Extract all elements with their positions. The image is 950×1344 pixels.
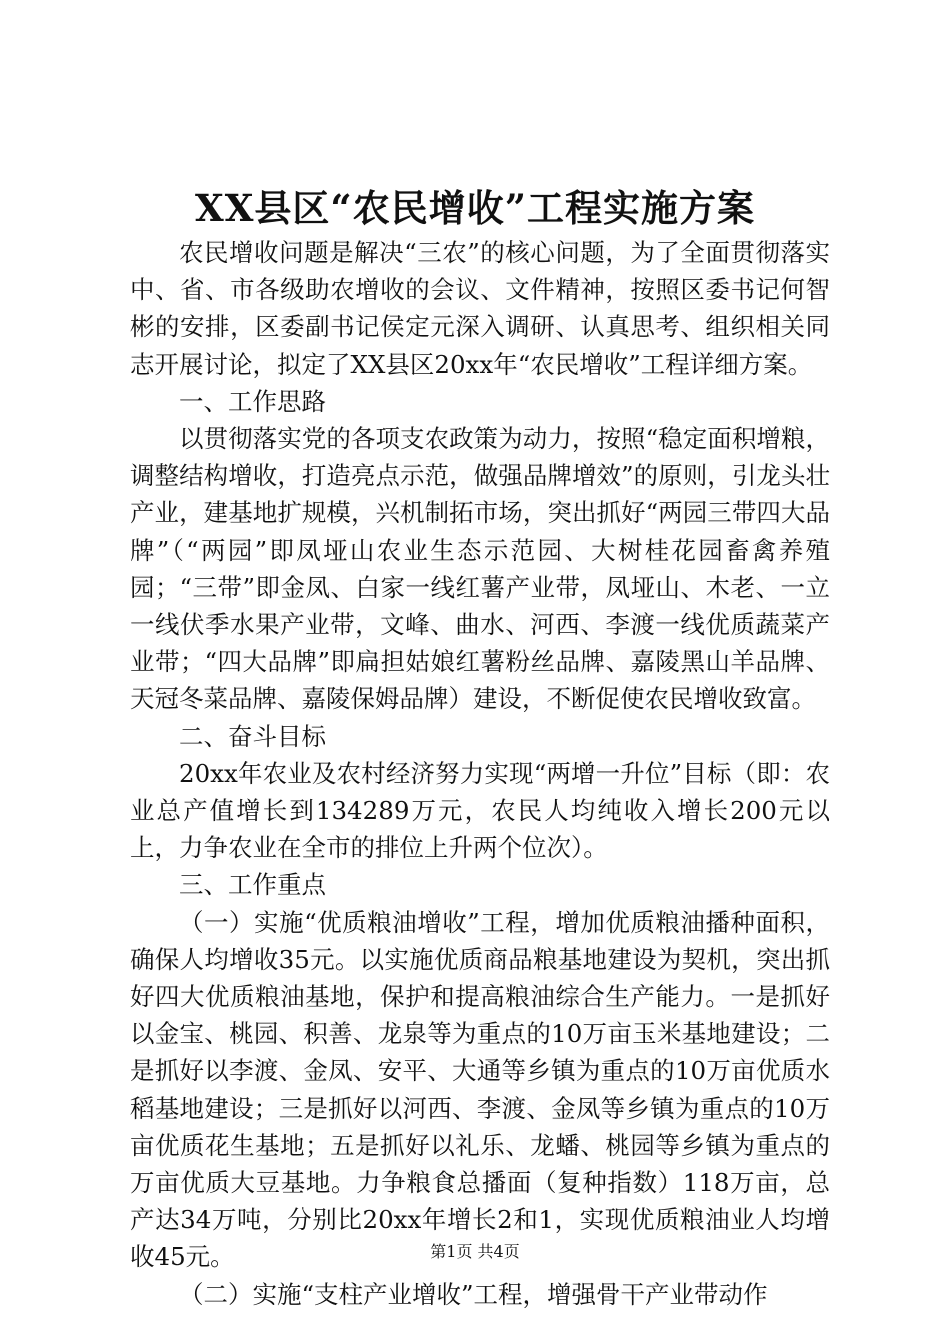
- key-work-paragraph-2: （二）实施“支柱产业增收”工程，增强骨干产业带动作: [179, 1279, 768, 1309]
- work-approach-paragraph: 以贯彻落实党的各项支农政策为动力，按照“稳定面积增粮，调整结构增收，打造亮点示范，做强品牌增效”的原则，引龙头壮产业，建基地扩规模，兴机制拓市场，突出抓好“两园三带四大品牌”（“两园”即凤垭山农业生态示范园、大树桂花园畜禽养殖园；“三带”即金凤、白家一线红薯产业带，凤垭山、木老、一立一线伏季水果产业带，文峰、曲水、河西、李渡一线优质蔬菜产业带；“四大品牌”即扁担姑娘红薯粉丝品牌、嘉陵黑山羊品牌、天冠冬菜品牌、嘉陵保姆品牌）建设，不断促使农民增收致富。: [130, 424, 830, 714]
- section-heading-goals: 二、奋斗目标: [179, 721, 326, 751]
- section-heading-key-work: 三、工作重点: [179, 870, 326, 900]
- document-body: [130, 234, 830, 1313]
- intro-paragraph: 农民增收问题是解决“三农”的核心问题，为了全面贯彻落实中、省、市各级助农增收的会议、文件精神，按照区委书记何智彬的安排，区委副书记侯定元深入调研、认真思考、组织相关同志开展讨论，拟定了XX县区20xx年“农民增收”工程详细方案。: [130, 238, 830, 379]
- page-number-footer: 第1页 共4页: [430, 1242, 520, 1261]
- document-title: XX县区“农民增收”工程实施方案: [195, 186, 755, 230]
- section-heading-work-approach: 一、工作思路: [179, 386, 326, 416]
- goals-paragraph: 20xx年农业及农村经济努力实现“两增一升位”目标（即：农业总产值增长到134289万元，农民人均纯收入增长200元以上，力争农业在全市的排位上升两个位次）。: [130, 758, 830, 863]
- key-work-paragraph-1: （一）实施“优质粮油增收”工程，增加优质粮油播种面积，确保人均增收35元。以实施优质商品粮基地建设为契机，突出抓好四大优质粮油基地，保护和提高粮油综合生产能力。一是抓好以金宝、桃园、积善、龙泉等为重点的10万亩玉米基地建设；二是抓好以李渡、金凤、安平、大通等乡镇为重点的10万亩优质水稻基地建设；三是抓好以河西、李渡、金凤等乡镇为重点的10万亩优质花生基地；五是抓好以礼乐、龙蟠、桃园等乡镇为重点的万亩优质大豆基地。力争粮食总播面（复种指数）118万亩，总产达34万吨，分别比20xx年增长2和1，实现优质粮油业人均增收45元。: [130, 907, 830, 1272]
